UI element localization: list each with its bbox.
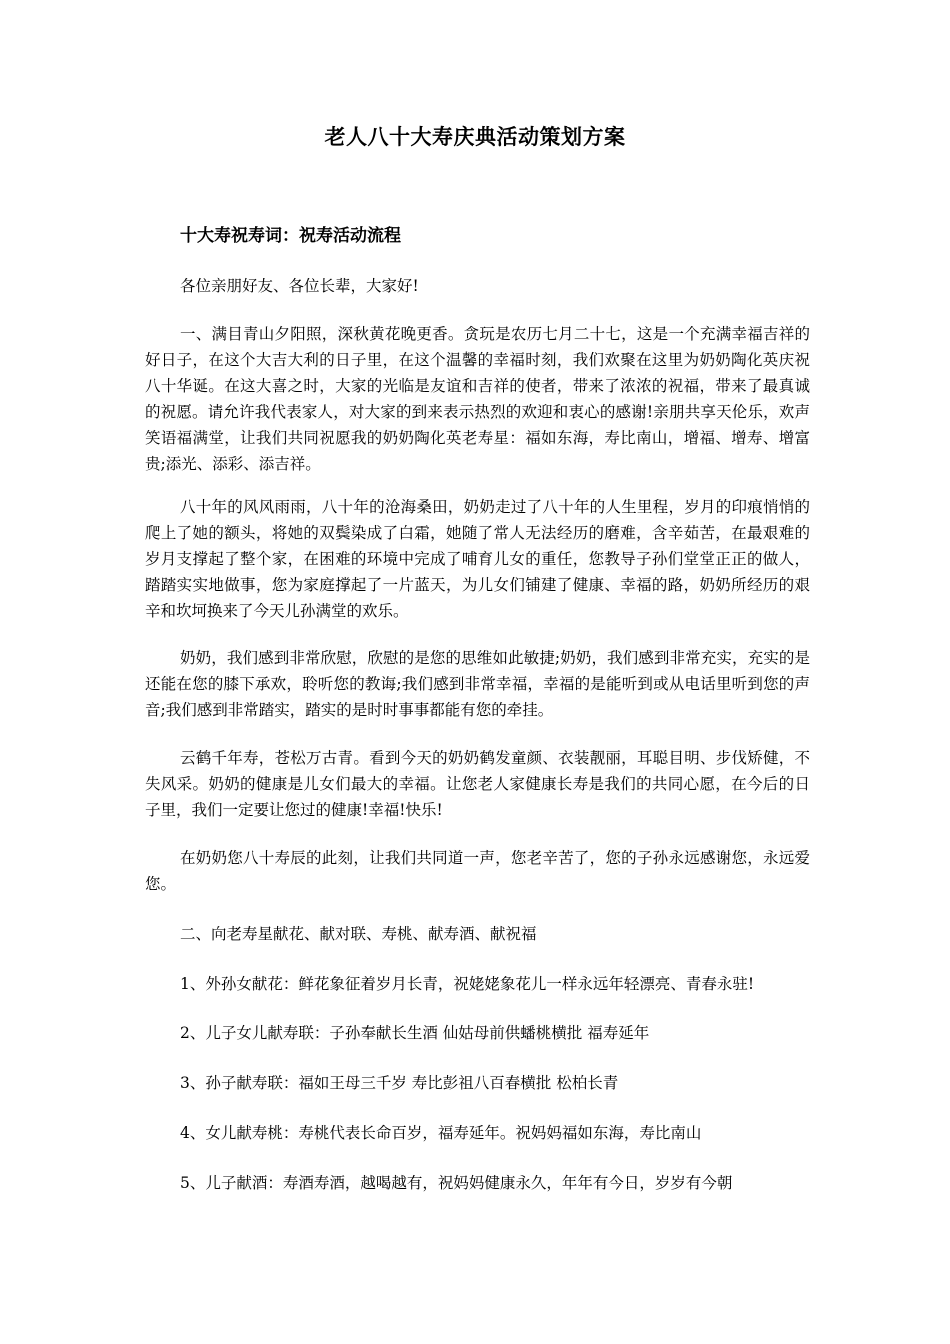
paragraph-3: 奶奶，我们感到非常欣慰，欣慰的是您的思维如此敏捷;奶奶，我们感到非常充实，充实的是还能在您的膝下承欢，聆听您的教诲;我们感到非常幸福，幸福的是能听到或从电话里听到您的声音;我们感到非常踏实，踏实的是时时事事都能有您的牵挂。 <box>145 649 810 719</box>
list-item: 2、儿子女儿献寿联：子孙奉献长生酒 仙姑母前供蟠桃横批 福寿延年 <box>180 1024 650 1042</box>
document-subtitle: 十大寿祝寿词：祝寿活动流程 <box>180 226 401 246</box>
document-title: 老人八十大寿庆典活动策划方案 <box>324 124 626 149</box>
paragraph-5: 在奶奶您八十寿辰的此刻，让我们共同道一声，您老辛苦了，您的子孙永远感谢您，永远爱您。 <box>145 849 810 893</box>
paragraph-4: 云鹤千年寿，苍松万古青。看到今天的奶奶鹤发童颜、衣装靓丽，耳聪目明、步伐矫健，不失风采。奶奶的健康是儿女们最大的幸福。让您老人家健康长寿是我们的共同心愿，在今后的日子里，我们一定要让您过的健康!幸福!快乐! <box>145 749 810 819</box>
list-item: 3、孙子献寿联：福如王母三千岁 寿比彭祖八百春横批 松柏长青 <box>180 1074 619 1092</box>
list-item: 5、儿子献酒：寿酒寿酒，越喝越有，祝妈妈健康永久，年年有今日，岁岁有今朝 <box>180 1174 733 1192</box>
paragraph-1: 一、满目青山夕阳照，深秋黄花晚更香。贪玩是农历七月二十七，这是一个充满幸福吉祥的好日子，在这个大吉大利的日子里，在这个温馨的幸福时刻，我们欢聚在这里为奶奶陶化英庆祝八十华诞。在这大喜之时，大家的光临是友谊和吉祥的使者，带来了浓浓的祝福，带来了最真诚的祝愿。请允许我代表家人，对大家的到来表示热烈的欢迎和衷心的感谢!亲朋共享天伦乐，欢声笑语福满堂，让我们共同祝愿我的奶奶陶化英老寿星：福如东海，寿比南山，增福、增寿、增富贵;添光、添彩、添吉祥。 <box>145 325 810 473</box>
list-item: 4、女儿献寿桃：寿桃代表长命百岁，福寿延年。祝妈妈福如东海，寿比南山 <box>180 1124 702 1142</box>
section-two-heading: 二、向老寿星献花、献对联、寿桃、献寿酒、献祝福 <box>180 925 537 943</box>
greeting: 各位亲朋好友、各位长辈，大家好! <box>180 277 419 295</box>
paragraph-2: 八十年的风风雨雨，八十年的沧海桑田，奶奶走过了八十年的人生里程，岁月的印痕悄悄的爬上了她的额头，将她的双鬓染成了白霜，她随了常人无法经历的磨难，含辛茹苦，在最艰难的岁月支撑起了整个家，在困难的环境中完成了哺育儿女的重任，您教导子孙们堂堂正正的做人，踏踏实实地做事，您为家庭撑起了一片蓝天，为儿女们铺建了健康、幸福的路，奶奶所经历的艰辛和坎坷换来了今天儿孙满堂的欢乐。 <box>145 498 810 620</box>
list-item: 1、外孙女献花：鲜花象征着岁月长青，祝姥姥象花儿一样永远年轻漂亮、青春永驻! <box>180 975 755 993</box>
